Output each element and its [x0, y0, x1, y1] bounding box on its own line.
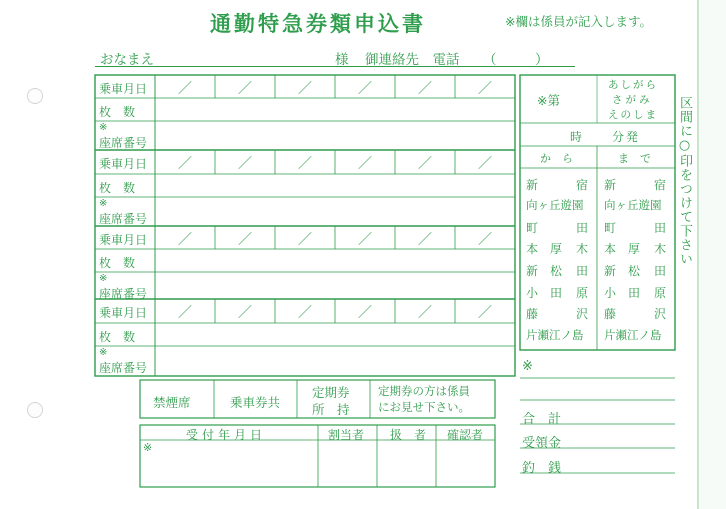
with-ticket-option: 乗車券共	[230, 395, 281, 410]
boarding-date-label: 乗車月日	[99, 233, 148, 247]
staff-mark: ※	[99, 122, 108, 133]
date-slash: ／	[418, 81, 432, 97]
station-from-odawara: 小 田 原	[526, 286, 589, 300]
date-slash: ／	[298, 232, 312, 248]
station-to-honatsugi: 本 厚 木	[604, 242, 667, 256]
date-slash: ／	[358, 81, 372, 97]
station-from-shinjuku: 新 宿	[526, 178, 589, 192]
staff-mark: ※	[522, 359, 533, 374]
date-slash: ／	[178, 232, 192, 248]
handler-header: 扱 者	[390, 428, 427, 442]
station-from-mukogaoka: 向ヶ丘遊園	[526, 198, 584, 212]
seat-number-label: 座席番号	[99, 136, 148, 150]
receipt-date-header: 受付年月日	[186, 428, 267, 442]
form-title: 通勤特急券類申込書	[210, 12, 426, 36]
date-slash: ／	[238, 156, 252, 172]
station-to-fujisawa: 藤 沢	[604, 307, 667, 321]
staff-mark: ※	[99, 198, 108, 209]
ticket-count-label: 枚 数	[99, 330, 136, 344]
phone-paren-close: ）	[535, 52, 549, 68]
station-to-mukogaoka: 向ヶ丘遊園	[604, 198, 662, 212]
date-slash: ／	[298, 156, 312, 172]
ticket-count-label: 枚 数	[99, 181, 136, 195]
date-slash: ／	[358, 156, 372, 172]
staff-mark: ※	[99, 347, 108, 358]
received-label: 受領金	[522, 436, 562, 451]
name-label: おなまえ	[100, 52, 154, 68]
boarding-date-label: 乗車月日	[99, 157, 148, 171]
nonsmoking-option: 禁煙席	[153, 395, 191, 410]
date-slash: ／	[418, 305, 432, 321]
boarding-date-label: 乗車月日	[99, 306, 148, 320]
assigner-header: 割当者	[328, 428, 365, 442]
pass-note-line1: 定期券の方は係員	[378, 384, 470, 398]
ticket-count-label: 枚 数	[99, 256, 136, 270]
date-slash: ／	[478, 305, 492, 321]
date-slash: ／	[478, 156, 492, 172]
date-slash: ／	[178, 81, 192, 97]
station-from-machida: 町 田	[526, 221, 589, 235]
date-slash: ／	[358, 305, 372, 321]
station-to-machida: 町 田	[604, 221, 667, 235]
staff-mark: ※	[99, 273, 108, 284]
total-label: 合 計	[522, 412, 562, 427]
train-name-sagami: さがみ	[612, 94, 653, 106]
date-slash: ／	[178, 156, 192, 172]
pass-held-label: 所 持	[312, 402, 350, 417]
section-circle-instruction: 区間に○印をつけて下さい	[677, 96, 692, 266]
date-slash: ／	[238, 81, 252, 97]
date-slash: ／	[238, 305, 252, 321]
station-to-katase: 片瀬江ノ島	[604, 328, 662, 342]
phone-paren-open: （	[483, 52, 497, 68]
station-to-shinjuku: 新 宿	[604, 178, 667, 192]
date-slash: ／	[478, 81, 492, 97]
seat-number-label: 座席番号	[99, 212, 148, 226]
date-slash: ／	[178, 305, 192, 321]
contact-label: 御連絡先 電話	[365, 52, 460, 68]
from-label: か ら	[540, 152, 573, 165]
commuter-pass-label: 定期券	[312, 385, 350, 400]
station-to-shinmatsuda: 新 松 田	[604, 264, 667, 278]
station-to-odawara: 小 田 原	[604, 286, 667, 300]
date-slash: ／	[238, 232, 252, 248]
pass-note-line2: にお見せ下さい。	[378, 400, 470, 414]
train-name-enoshima: えのしま	[608, 109, 658, 121]
train-name-ashigara: あしがら	[608, 79, 658, 91]
ticket-count-label: 枚 数	[99, 105, 136, 119]
date-slash: ／	[298, 305, 312, 321]
seat-number-label: 座席番号	[99, 361, 148, 375]
change-label: 釣 銭	[522, 461, 562, 476]
date-slash: ／	[298, 81, 312, 97]
date-slash: ／	[418, 156, 432, 172]
honorific-label: 様	[335, 52, 349, 68]
date-slash: ／	[478, 232, 492, 248]
seat-number-label: 座席番号	[99, 287, 148, 301]
station-from-fujisawa: 藤 沢	[526, 307, 589, 321]
station-from-shinmatsuda: 新 松 田	[526, 264, 589, 278]
staff-mark: ※	[143, 441, 153, 454]
date-slash: ／	[418, 232, 432, 248]
date-slash: ／	[358, 232, 372, 248]
to-label: ま で	[618, 152, 651, 165]
station-from-katase: 片瀬江ノ島	[526, 328, 584, 342]
confirmer-header: 確認者	[447, 428, 484, 442]
train-number-label: ※第	[537, 93, 560, 108]
staff-note: ※欄は係員が記入します。	[505, 14, 652, 29]
station-from-honatsugi: 本 厚 木	[526, 242, 589, 256]
boarding-date-label: 乗車月日	[99, 82, 148, 96]
departure-time-label: 時 分発	[570, 130, 641, 144]
